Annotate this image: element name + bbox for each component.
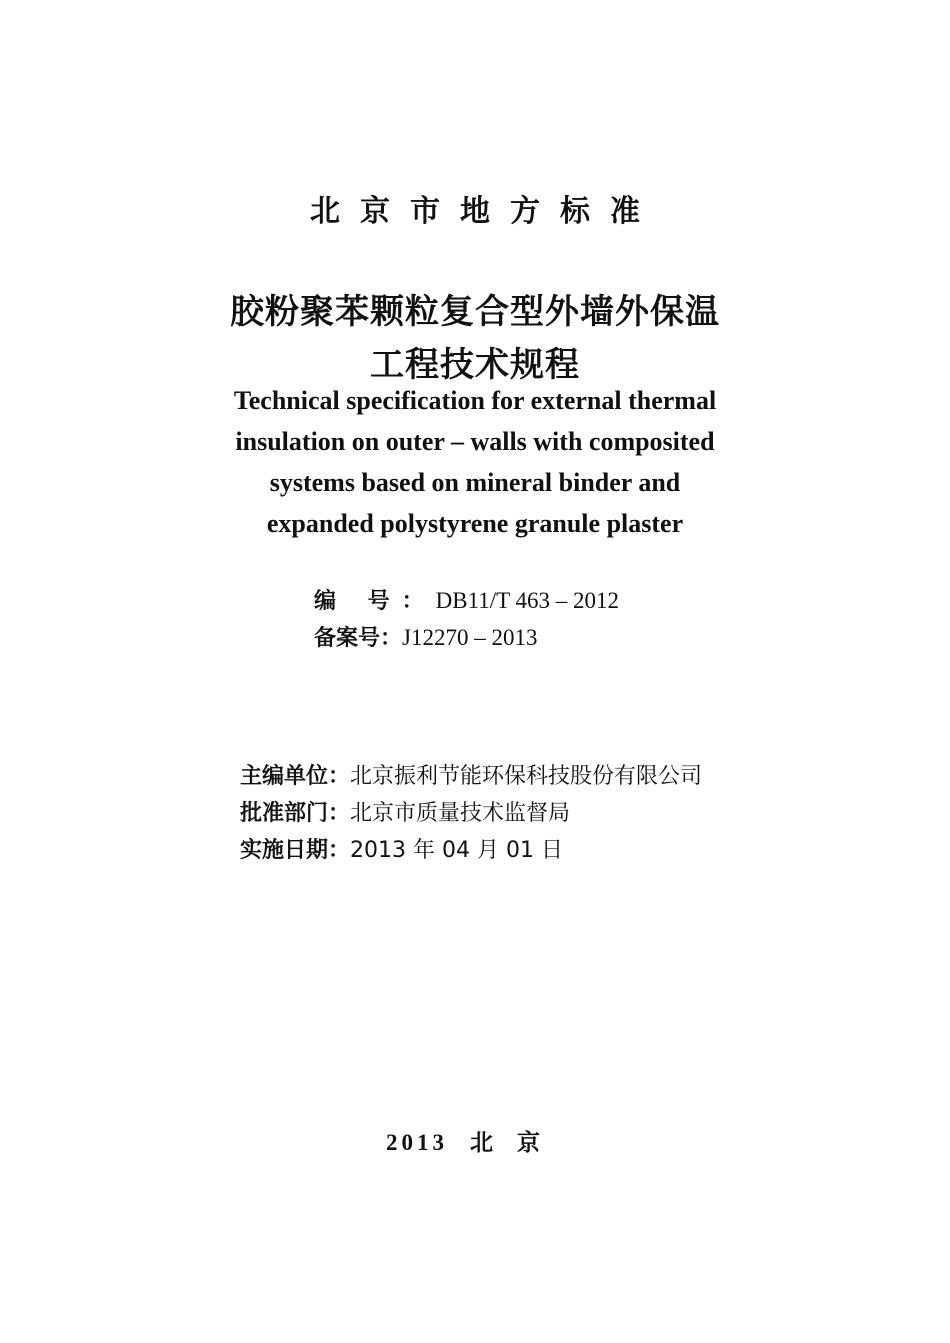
record-number-value: J12270 – 2013 xyxy=(402,625,538,650)
chief-editor-row xyxy=(240,759,702,790)
approving-authority-label: 批准部门： xyxy=(240,801,351,826)
implementation-date-label: 实施日期： xyxy=(240,838,351,863)
publication-city: 北京 xyxy=(470,1130,564,1156)
record-number-label: 备案号： xyxy=(314,626,403,651)
implementation-date-row xyxy=(240,833,563,864)
approving-authority-value: 北京市质量技术监督局 xyxy=(350,801,571,826)
chinese-title-line-1: 胶粉聚苯颗粒复合型外墙外保温 xyxy=(230,292,720,332)
english-title-line-4: expanded polystyrene granule plaster xyxy=(266,509,684,538)
standard-number-label: 编 号： xyxy=(314,589,436,614)
english-title-line-1: Technical specification for external thermal xyxy=(233,386,717,415)
standard-number-value: DB11/T 463 – 2012 xyxy=(435,588,620,613)
chief-editor-label: 主编单位： xyxy=(240,764,351,789)
approving-authority-row xyxy=(240,796,570,827)
implementation-date-value: 2013 年 04 月 01 日 xyxy=(350,838,563,863)
publication-footer xyxy=(0,1124,950,1157)
publication-year: 2013 xyxy=(386,1130,448,1155)
record-number-row xyxy=(314,621,537,652)
standard-type-heading: 北京市地方标准 xyxy=(310,194,660,229)
standard-number-row xyxy=(314,584,619,615)
chief-editor-value: 北京振利节能环保科技股份有限公司 xyxy=(350,764,703,789)
english-title-line-2: insulation on outer – walls with composited xyxy=(235,427,715,456)
english-title-line-3: systems based on mineral binder and xyxy=(269,468,681,497)
chinese-title-line-2: 工程技术规程 xyxy=(370,345,580,385)
